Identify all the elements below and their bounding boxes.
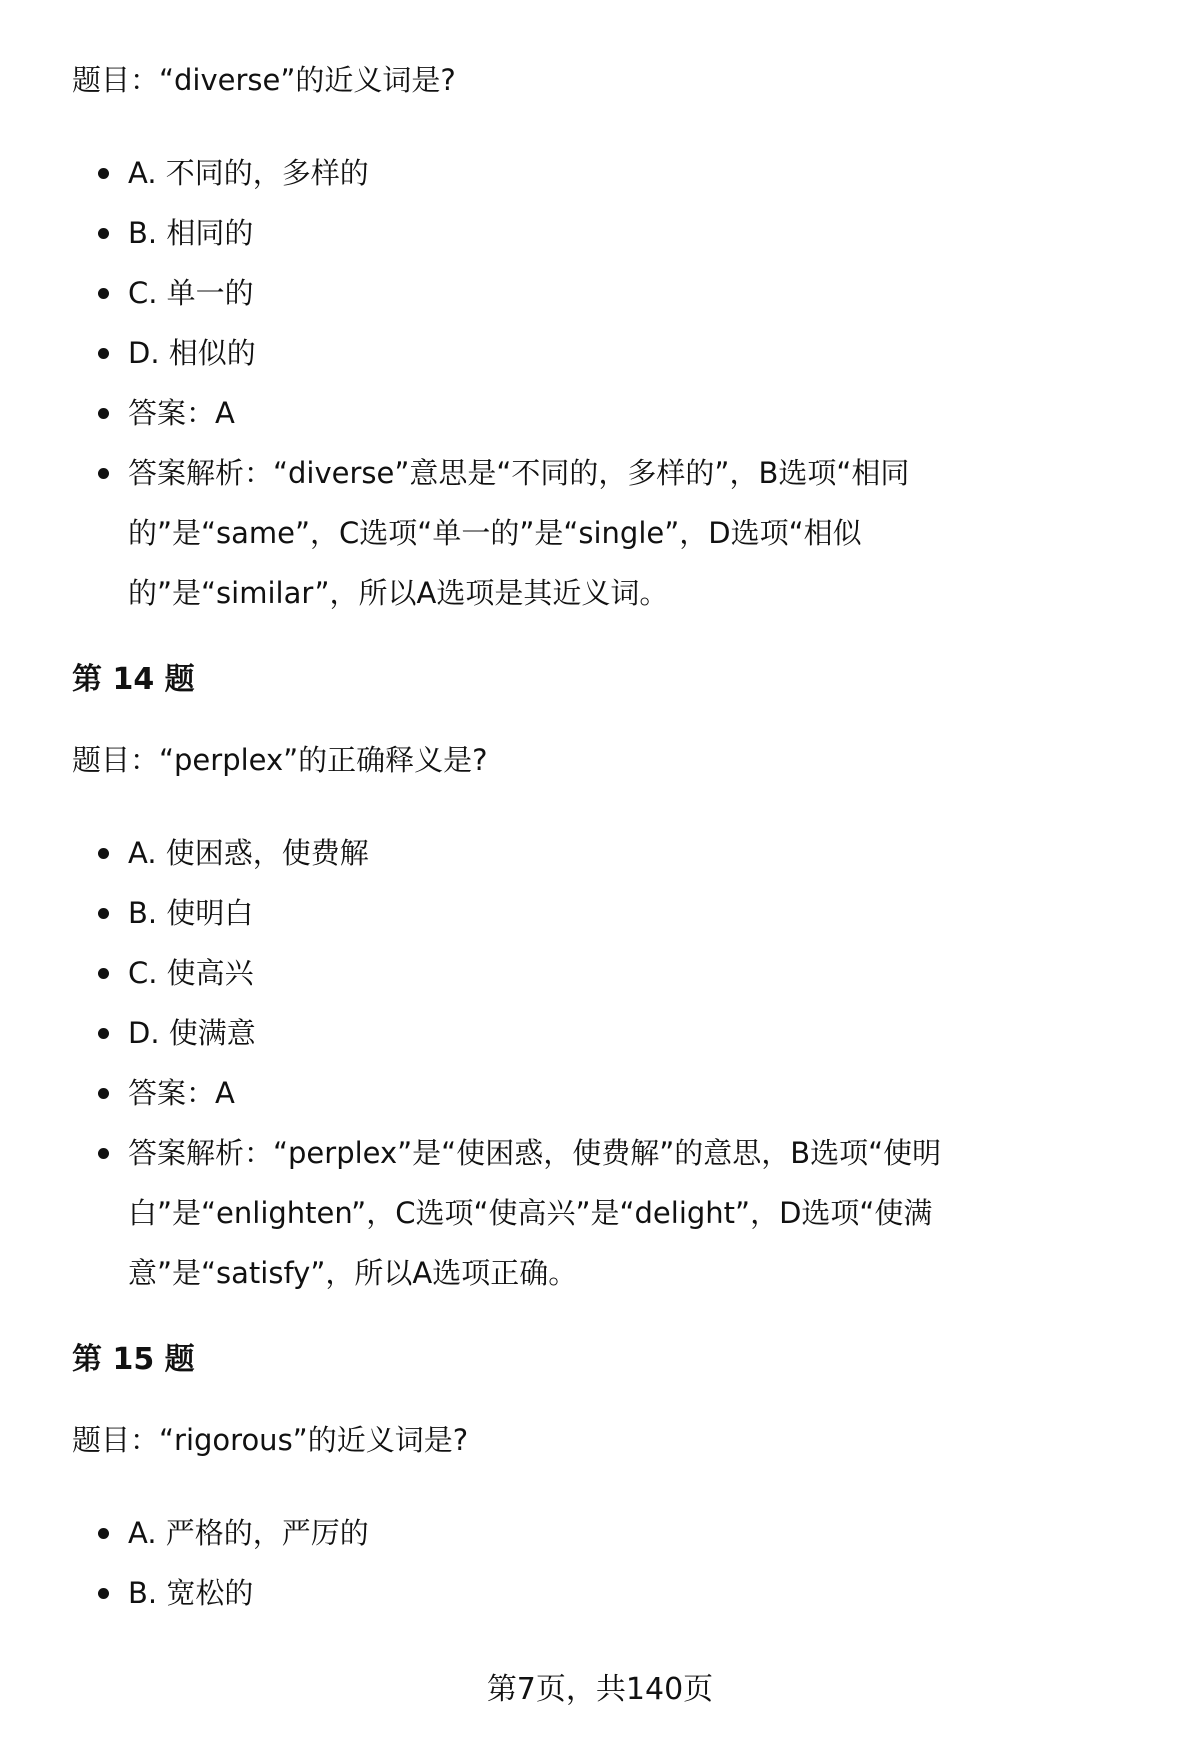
- q14-option-c: C. 使高兴: [72, 943, 1082, 1003]
- q14-heading: 第 14 题: [72, 662, 195, 697]
- page-content: [72, 60, 1082, 1660]
- q14-options-list: [72, 823, 1082, 1303]
- q15-option-a: A. 严格的，严厉的: [72, 1503, 1082, 1563]
- q13-answer: 答案：A: [72, 383, 1082, 443]
- q13-option-b: B. 相同的: [72, 203, 1082, 263]
- q14-answer: 答案：A: [72, 1063, 1082, 1123]
- q13-option-d: D. 相似的: [72, 323, 1082, 383]
- q15-question: 题目：“rigorous”的近义词是?: [72, 1423, 469, 1457]
- q14-option-a: A. 使困惑，使费解: [72, 823, 1082, 883]
- page-indicator: 第7页，共140页: [486, 1672, 714, 1707]
- q14-option-d: D. 使满意: [72, 1003, 1082, 1063]
- q13-explanation: 答案解析：“diverse”意思是“不同的，多样的”，B选项“相同的”是“same”，C选项“单一的”是“single”，D选项“相似的”是“similar”，所以A选项是其近义词。: [72, 443, 1076, 623]
- q14-explanation: 答案解析：“perplex”是“使困惑，使费解”的意思，B选项“使明白”是“enlighten”，C选项“使高兴”是“delight”，D选项“使满意”是“satisfy”，所以A选项正确。: [72, 1123, 1076, 1303]
- q14-option-b: B. 使明白: [72, 883, 1082, 943]
- q15-heading: 第 15 题: [72, 1342, 195, 1377]
- q14-question: 题目：“perplex”的正确释义是?: [72, 743, 488, 777]
- q13-option-a: A. 不同的，多样的: [72, 143, 1082, 203]
- q13-question: 题目：“diverse”的近义词是?: [72, 63, 456, 97]
- q13-option-c: C. 单一的: [72, 263, 1082, 323]
- q15-options-list: [72, 1503, 1082, 1623]
- q15-option-b: B. 宽松的: [72, 1563, 1082, 1623]
- q13-options-list: [72, 143, 1082, 623]
